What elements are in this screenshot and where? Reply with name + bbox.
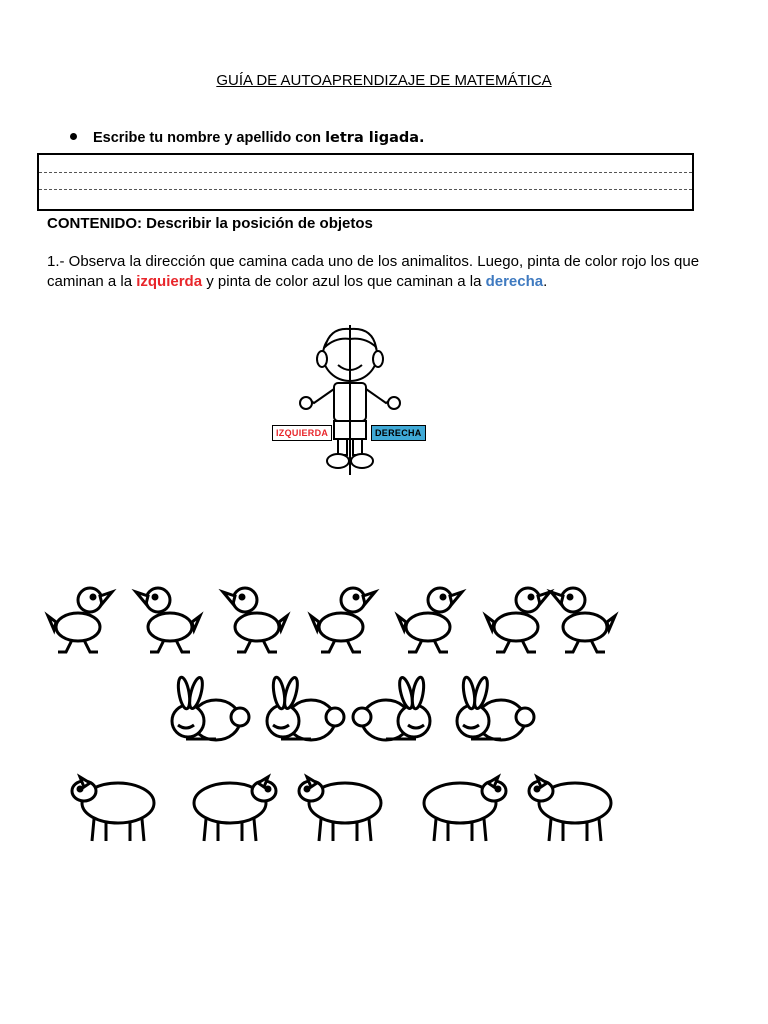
sheep-drawing[interactable] [424, 777, 506, 841]
right-label [371, 425, 426, 441]
duck-drawing[interactable] [223, 588, 287, 652]
rabbit-drawing[interactable] [267, 676, 344, 740]
name-instruction-text: Escribe tu nombre y apellido con [93, 130, 326, 146]
page-title: GUÍA DE AUTOAPRENDIZAJE DE MATEMÁTICA [216, 72, 552, 89]
duck-drawing[interactable] [311, 588, 375, 652]
writing-guide-line [39, 172, 692, 173]
duck-drawing[interactable] [48, 588, 112, 652]
writing-guide-line [39, 189, 692, 190]
boy-illustration [270, 325, 430, 477]
content-heading: CONTENIDO: Describir la posición de objetos [47, 215, 373, 232]
sheep-drawing[interactable] [194, 777, 276, 841]
left-label [272, 425, 332, 441]
duck-drawing[interactable] [486, 588, 550, 652]
rabbit-drawing[interactable] [172, 676, 249, 740]
sheep-drawing[interactable] [529, 777, 611, 841]
right-word: derecha [485, 273, 544, 290]
name-writing-box[interactable] [37, 153, 694, 211]
duck-drawing[interactable] [136, 588, 200, 652]
right-label-text: DERECHA [375, 428, 422, 438]
left-word: izquierda [136, 273, 203, 290]
sheep-drawing[interactable] [72, 777, 154, 841]
bullet-icon [70, 133, 77, 140]
instruction-text: . [543, 273, 548, 290]
left-label-text: IZQUIERDA [276, 428, 329, 438]
animals-exercise [40, 570, 640, 850]
instruction-text: 1.- Observa la dirección que camina cada uno de los animalitos. Luego, pinta de color rojo los que caminan a la [47, 253, 700, 290]
duck-drawing[interactable] [398, 588, 462, 652]
rabbit-drawing[interactable] [353, 676, 430, 740]
sheep-drawing[interactable] [299, 777, 381, 841]
instruction-text: y pinta de color azul los que caminan a la [202, 273, 486, 290]
animals-illustration [40, 570, 640, 850]
name-instruction [70, 130, 425, 146]
rabbit-drawing[interactable] [457, 676, 534, 740]
duck-drawing[interactable] [551, 588, 615, 652]
left-right-boy-figure [270, 325, 430, 477]
exercise-instruction [47, 252, 737, 292]
name-instruction-cursive: letra ligada. [325, 130, 425, 146]
